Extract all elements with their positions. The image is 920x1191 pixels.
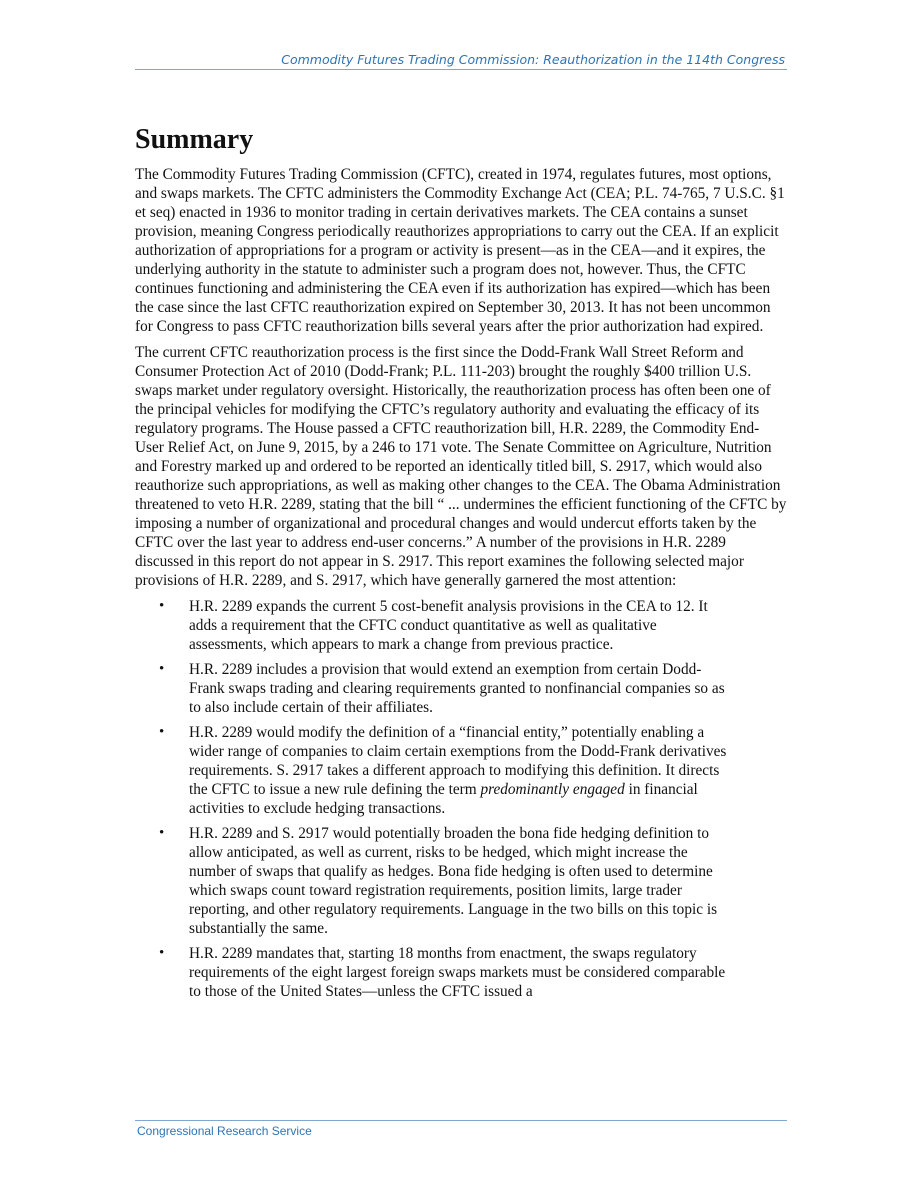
bullet-icon: • [159, 945, 165, 961]
bullet-icon: • [159, 661, 165, 677]
list-item [135, 824, 729, 938]
footer-rule [135, 1120, 787, 1121]
paragraph: The current CFTC reauthorization process is the first since the Dodd-Frank Wall Street Reform and Consumer Protection Act of 2010 (Dodd-Frank; P.L. 111-203) brought the roughly $400 trillion U.S. swaps market under regulatory oversight. Historically, the reauthorization process has often been one of the principal vehicles for modifying the CFTC’s regulatory authority and evaluating the efficacy of its regulatory programs. The House passed a CFTC reauthorization bill, H.R. 2289, the Commodity End-User Relief Act, on June 9, 2015, by a 246 to 171 vote. The Senate Committee on Agriculture, Nutrition and Forestry marked up and ordered to be reported an identically titled bill, S. 2917, which would also reauthorize such appropriations, as well as making other changes to the CEA. The Obama Administration threatened to veto H.R. 2289, stating that the bill “ ... undermines the efficient functioning of the CFTC by imposing a number of organizational and procedural changes and would undercut efforts taken by the CFTC over the last year to address end-user concerns.” A number of the provisions in H.R. 2289 discussed in this report do not appear in S. 2917. This report examines the following selected major provisions of H.R. 2289, and S. 2917, which have generally garnered the most attention: [135, 344, 787, 589]
list-item [135, 660, 729, 717]
list-item-text [189, 724, 726, 817]
list-item-text: H.R. 2289 mandates that, starting 18 months from enactment, the swaps regulatory requirements of the eight largest foreign swaps markets must be considered comparable to those of the United States—unless the CFTC issued a [189, 945, 726, 1000]
paragraph: The Commodity Futures Trading Commission (CFTC), created in 1974, regulates futures, most options, and swaps markets. The CFTC administers the Commodity Exchange Act (CEA; P.L. 74-765, 7 U.S.C. §1 et seq) enacted in 1936 to monitor trading in certain derivatives markets. The CEA contains a sunset provision, meaning Congress periodically reauthorizes appropriations to carry out the CEA. If an explicit authorization of appropriations for a program or activity is present—as in the CEA—and it expires, the underlying authority in the statute to administer such a program does not, however. Thus, the CFTC continues functioning and administering the CEA even if its authorization has expired—which has been the case since the last CFTC reauthorization expired on September 30, 2013. It has not been uncommon for Congress to pass CFTC reauthorization bills several years after the prior authorization had expired. [135, 166, 785, 335]
provision-list [135, 597, 787, 1001]
bullet-icon: • [159, 724, 165, 740]
footer-organization: Congressional Research Service [137, 1124, 312, 1138]
list-item-text: H.R. 2289 includes a provision that would extend an exemption from certain Dodd-Frank swaps trading and clearing requirements granted to nonfinancial companies so as to also include certain of their affiliates. [189, 661, 725, 716]
section-heading: Summary [135, 124, 254, 155]
list-item-text: H.R. 2289 expands the current 5 cost-benefit analysis provisions in the CEA to 12. It adds a requirement that the CFTC conduct quantitative as well as qualitative assessments, which appears to mark a change from previous practice. [189, 598, 708, 653]
bullet-icon: • [159, 825, 165, 841]
list-item-text-end: in financial activities to exclude hedging transactions. [189, 781, 698, 817]
running-header: Commodity Futures Trading Commission: Reauthorization in the 114th Congress [281, 52, 785, 67]
emphasized-term: predominantly engaged [480, 781, 625, 798]
list-item [135, 597, 729, 654]
list-item [135, 944, 729, 1001]
list-item [135, 723, 729, 818]
list-item-text: H.R. 2289 and S. 2917 would potentially broaden the bona fide hedging definition to allow anticipated, as well as current, risks to be hedged, which might increase the number of swaps that qualify as hedges. Bona fide hedging is often used to determine which swaps count toward registration requirements, position limits, large trader reporting, and other regulatory requirements. Language in the two bills on this topic is substantially the same. [189, 825, 718, 937]
summary-section [135, 122, 787, 1007]
header-rule [135, 69, 787, 70]
list-item-text-start: H.R. 2289 would modify the definition of a “financial entity,” potentially enabling a wider range of companies to claim certain exemptions from the Dodd-Frank derivatives requirements. S. 2917 takes a different approach to modifying this definition. It directs the CFTC to issue a new rule defining the term [189, 724, 727, 798]
bullet-icon: • [159, 598, 165, 614]
